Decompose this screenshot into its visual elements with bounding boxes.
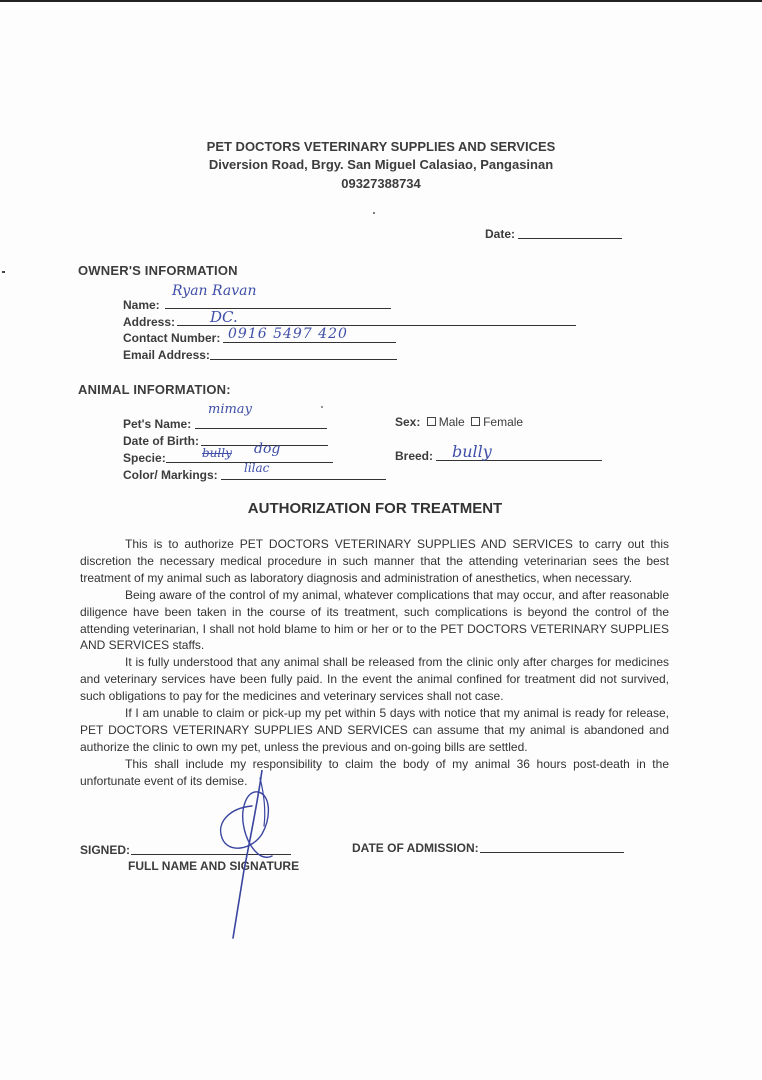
authorization-paragraph: This is to authorize PET DOCTORS VETERINARY SUPPLIES AND SERVICES to carry out this discretion the necessary medical procedure in such manner that the attending veterinarian sees the best treatment of my animal such as laboratory diagnosis and administration of anesthetics, when necessary. xyxy=(80,537,669,585)
owner-section-title: OWNER'S INFORMATION xyxy=(78,263,238,278)
company-name: PET DOCTORS VETERINARY SUPPLIES AND SERVICES xyxy=(206,139,556,154)
scan-top-edge xyxy=(0,0,762,2)
date-field[interactable] xyxy=(518,238,622,239)
company-phone: 09327388734 xyxy=(341,176,421,191)
dob-label: Date of Birth: xyxy=(123,434,199,448)
authorization-paragraph: If I am unable to claim or pick-up my pet within 5 days with notice that my animal is ready for release, PET DOCTORS VETERINARY SUPPLIES AND SERVICES can assume that my animal is abandoned and authorize the clinic to own my pet, unless the previous and on-going bills are settled. xyxy=(80,706,669,754)
specie-struck-handwriting: bully xyxy=(202,446,232,460)
scan-mark xyxy=(2,271,5,273)
signed-label: SIGNED: xyxy=(80,843,131,857)
owner-name-label: Name: xyxy=(123,298,160,312)
authorization-paragraph: Being aware of the control of my animal, whatever complications that may occur, and after reasonable diligence have been taken in the course of its treatment, such complications is beyond the control of the attending veterinarian, I shall not hold blame to him or her or to the PET DOCTORS VETERINARY SUPPLIES AND SERVICES staffs. xyxy=(80,587,669,653)
male-option-label: Male xyxy=(438,415,465,429)
scan-speck xyxy=(321,406,323,408)
owner-name-handwriting: Ryan Ravan xyxy=(172,283,257,299)
female-option-label: Female xyxy=(483,415,524,429)
pet-name-label: Pet's Name: xyxy=(123,417,192,431)
owner-address-label: Address: xyxy=(123,315,176,329)
male-checkbox[interactable] xyxy=(427,417,436,426)
animal-section-title: ANIMAL INFORMATION: xyxy=(78,382,231,397)
female-checkbox[interactable] xyxy=(471,417,480,426)
full-name-signature-label: FULL NAME AND SIGNATURE xyxy=(128,859,300,873)
pet-name-handwriting: mimay xyxy=(208,402,252,417)
authorization-body xyxy=(80,536,669,790)
contact-number-label: Contact Number: xyxy=(123,331,221,345)
color-markings-handwriting: lilac xyxy=(244,461,270,475)
owner-address-handwriting: DC. xyxy=(210,308,238,326)
contact-number-handwriting: 0916 5497 420 xyxy=(228,326,348,342)
sex-field xyxy=(395,415,523,429)
color-markings-field[interactable] xyxy=(221,479,386,480)
date-of-admission-field[interactable] xyxy=(480,852,624,853)
authorization-title: AUTHORIZATION FOR TREATMENT xyxy=(247,500,503,517)
handwritten-signature xyxy=(200,770,290,945)
sex-label: Sex: xyxy=(395,415,421,429)
company-address: Diversion Road, Brgy. San Miguel Calasiao, Pangasinan xyxy=(208,157,554,172)
breed-handwriting: bully xyxy=(452,442,492,461)
date-of-admission-label: DATE OF ADMISSION: xyxy=(352,841,479,855)
owner-name-field[interactable] xyxy=(165,308,391,309)
breed-label: Breed: xyxy=(395,449,434,463)
email-label: Email Address: xyxy=(123,348,210,362)
authorization-paragraph: It is fully understood that any animal shall be released from the clinic only after charges for medicines and veterinary services have been fully paid. In the event the animal confined for treatment did not survived, such obligations to pay for the medicines and veterinary services shall not case. xyxy=(80,655,669,704)
specie-handwriting: dog xyxy=(254,441,281,457)
scan-speck xyxy=(373,212,375,214)
specie-label: Specie: xyxy=(123,451,166,465)
contact-number-field[interactable] xyxy=(223,342,396,343)
date-label: Date: xyxy=(485,227,516,241)
pet-name-field[interactable] xyxy=(195,428,327,429)
email-field[interactable] xyxy=(210,359,397,360)
color-markings-label: Color/ Markings: xyxy=(123,468,218,482)
authorization-paragraph: This shall include my responsibility to claim the body of my animal 36 hours post-death in the unfortunate event of its demise. xyxy=(80,756,669,788)
